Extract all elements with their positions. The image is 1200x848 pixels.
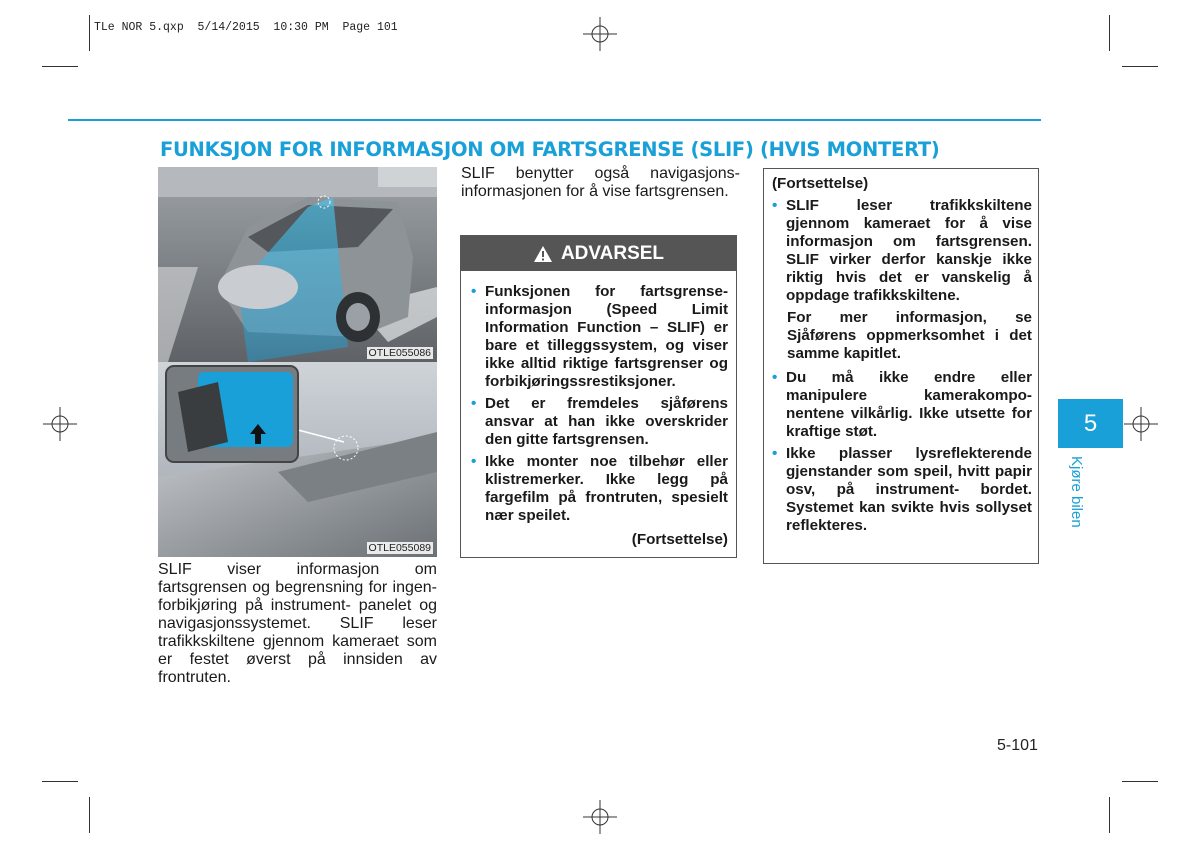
header-rule: [68, 119, 1041, 121]
box2-bullet: Du må ikke endre eller manipulere kamerakompo- nentene vilkårlig. Ikke utsette for kraftige støt.: [786, 369, 1032, 440]
list-item: • Funksjonen for fartsgrense- informasjon (Speed Limit Information Function – SLIF) er bare et tilleggssystem, og viser ikke alltid riktige fartsgrenser og forbikjøringssrestiksjoner.: [471, 283, 728, 390]
warning-box: [460, 235, 737, 558]
list-item: • Ikke monter noe tilbehør eller klistremerker. Ikke legg på fargefilm på frontruten, spesielt nær speilet.: [471, 453, 728, 524]
car-front-camera-illustration: [158, 167, 437, 362]
crop-mark: [42, 66, 78, 67]
continued-heading: (Fortsettelse): [772, 175, 869, 192]
col2-intro-text: SLIF benytter også navigasjons- informasjonen for å vise fartsgrensen.: [461, 165, 740, 200]
crop-mark: [1109, 15, 1110, 51]
warning-bullet: Det er fremdeles sjåførens ansvar at han ikke overskrider den gitte fartsgrensen.: [485, 395, 728, 448]
page-number: 5-101: [997, 737, 1038, 754]
crop-mark: [1122, 66, 1158, 67]
warning-heading: ADVARSEL: [560, 242, 665, 264]
page-title: FUNKSJON FOR INFORMASJON OM FARTSGRENSE (SLIF) (HVIS MONTERT): [160, 138, 940, 161]
registration-mark-icon: [1124, 407, 1158, 441]
list-item: • Det er fremdeles sjåførens ansvar at han ikke overskrider den gitte fartsgrensen.: [471, 395, 728, 448]
registration-mark-icon: [583, 800, 617, 834]
crop-mark: [1122, 781, 1158, 782]
box2-paragraph: For mer informasjon, se Sjåførens oppmerksomhet i det samme kapitlet.: [787, 309, 1032, 362]
figure-code: OTLE055086: [368, 347, 431, 359]
continued-label: (Fortsettelse): [631, 531, 728, 548]
crop-mark: [1109, 797, 1110, 833]
list-item: • SLIF leser trafikkskiltene gjennom kameraet for å vise informasjon om fartsgrensen. SLIF virker derfor kanskje ikke riktig hvis det er vanskelig å oppdage trafikkskiltene.: [772, 197, 1032, 304]
print-slug: TLe NOR 5.qxp 5/14/2015 10:30 PM Page 101: [94, 21, 398, 34]
registration-mark-icon: [583, 17, 617, 51]
warning-triangle-icon: [533, 245, 553, 263]
registration-mark-icon: [43, 407, 77, 441]
crop-mark: [89, 797, 90, 833]
windshield-camera-illustration: [158, 362, 437, 557]
continued-warning-box: [763, 168, 1039, 564]
figure-code: OTLE055089: [368, 542, 431, 554]
crop-mark: [89, 15, 90, 51]
chapter-tab: 5: [1058, 399, 1123, 448]
list-item: • Ikke plasser lysreflekterende gjenstander som speil, hvitt papir osv, på instrument- bordet. Systemet kan svikte hvis sollyset reflekteres.: [772, 445, 1032, 534]
warning-bullet: Ikke monter noe tilbehør eller klistremerker. Ikke legg på fargefilm på frontruten, spesielt nær speilet.: [485, 453, 728, 524]
figure-windshield-camera: [158, 362, 437, 557]
col1-body-text: SLIF viser informasjon om fartsgrensen og begrensning for ingen-forbikjøring på instrument- panelet og navigasjonssystemet. SLIF leser trafikkskiltene gjennom kameraet som er festet øverst på innsiden av frontruten.: [158, 561, 437, 686]
list-item: • Du må ikke endre eller manipulere kamerakompo- nentene vilkårlig. Ikke utsette for kraftige støt.: [772, 369, 1032, 440]
crop-mark: [42, 781, 78, 782]
chapter-label: Kjøre bilen: [1068, 456, 1085, 528]
figure-car-camera: [158, 167, 437, 362]
warning-body: [461, 271, 736, 555]
warning-bullet: Funksjonen for fartsgrense- informasjon (Speed Limit Information Function – SLIF) er bare et tilleggssystem, og viser ikke alltid riktige fartsgrenser og forbikjøringssrestiksjoner.: [485, 283, 728, 390]
box2-bullet: Ikke plasser lysreflekterende gjenstander som speil, hvitt papir osv, på instrument- bordet. Systemet kan svikte hvis sollyset reflekteres.: [786, 445, 1032, 534]
box2-bullet: SLIF leser trafikkskiltene gjennom kameraet for å vise informasjon om fartsgrensen. SLIF virker derfor kanskje ikke riktig hvis det er vanskelig å oppdage trafikkskiltene.: [786, 197, 1032, 304]
warning-header: [461, 236, 736, 271]
